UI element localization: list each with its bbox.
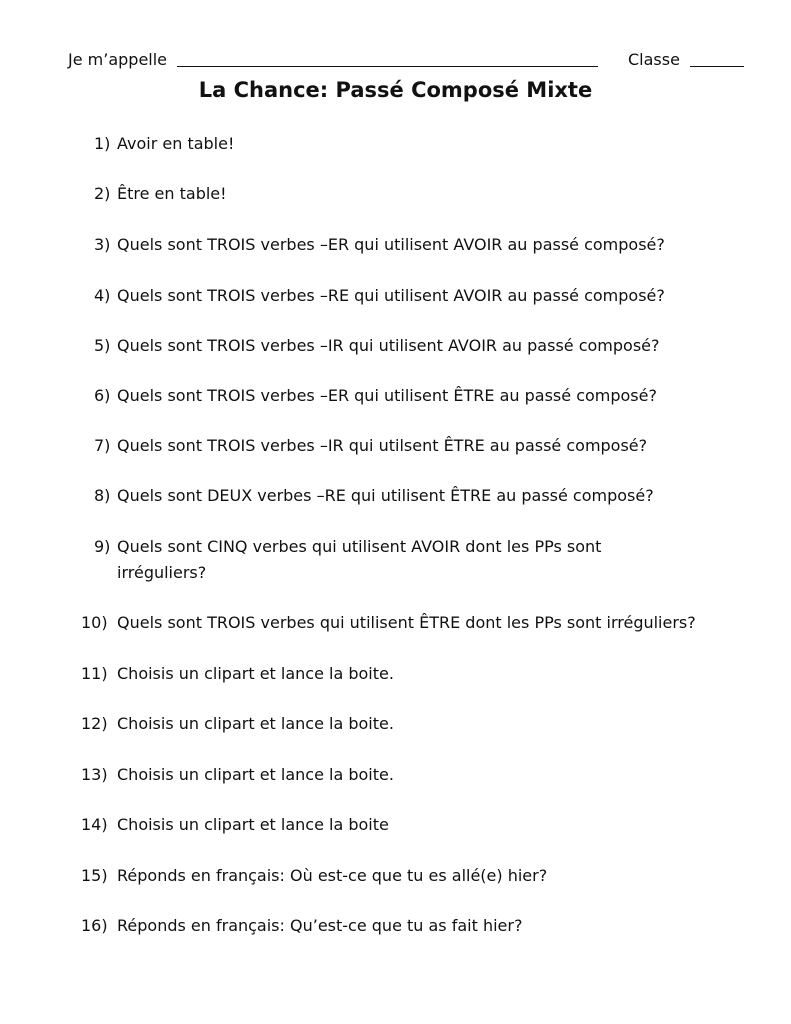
question-number: 3) [94,235,111,254]
question-text: Quels sont TROIS verbes –ER qui utilisent ÊTRE au passé composé? [117,386,657,405]
question-number: 1) [94,134,111,153]
header-line [68,50,748,74]
question-number: 16) [81,916,108,935]
question-number: 5) [94,336,111,355]
question-text: Quels sont TROIS verbes –RE qui utilisent AVOIR au passé composé? [117,286,665,305]
question-text: Réponds en français: Où est-ce que tu es allé(e) hier? [117,866,548,885]
question-number: 10) [81,613,108,632]
question-text: Être en table! [117,184,227,203]
name-blank-line [177,66,598,67]
question-text: Choisis un clipart et lance la boite [117,815,389,834]
question-number: 12) [81,714,108,733]
question-number: 15) [81,866,108,885]
question-number: 11) [81,664,108,683]
question-number: 6) [94,386,111,405]
question-text: Choisis un clipart et lance la boite. [117,765,394,784]
question-text: Réponds en français: Qu’est-ce que tu as fait hier? [117,916,523,935]
question-text: Quels sont TROIS verbes qui utilisent ÊTRE dont les PPs sont irréguliers? [117,613,696,632]
question-number: 4) [94,286,111,305]
question-text: Quels sont DEUX verbes –RE qui utilisent ÊTRE au passé composé? [117,486,654,505]
question-text: Choisis un clipart et lance la boite. [117,664,394,683]
worksheet-title: La Chance: Passé Composé Mixte [198,78,593,102]
question-number: 9) [94,537,111,556]
class-blank-line [690,66,744,67]
question-text: Avoir en table! [117,134,235,153]
question-text: Quels sont TROIS verbes –ER qui utilisent AVOIR au passé composé? [117,235,665,254]
question-number: 7) [94,436,111,455]
question-number: 13) [81,765,108,784]
question-text: Quels sont TROIS verbes –IR qui utilisent AVOIR au passé composé? [117,336,660,355]
question-number: 2) [94,184,111,203]
question-text: Quels sont CINQ verbes qui utilisent AVOIR dont les PPs sont irréguliers? [117,537,602,582]
question-text: Quels sont TROIS verbes –IR qui utilsent ÊTRE au passé composé? [117,436,648,455]
question-number: 14) [81,815,108,834]
question-number: 8) [94,486,111,505]
name-label: Je m’appelle [68,50,168,69]
class-label: Classe [628,50,680,69]
question-text: Choisis un clipart et lance la boite. [117,714,394,733]
